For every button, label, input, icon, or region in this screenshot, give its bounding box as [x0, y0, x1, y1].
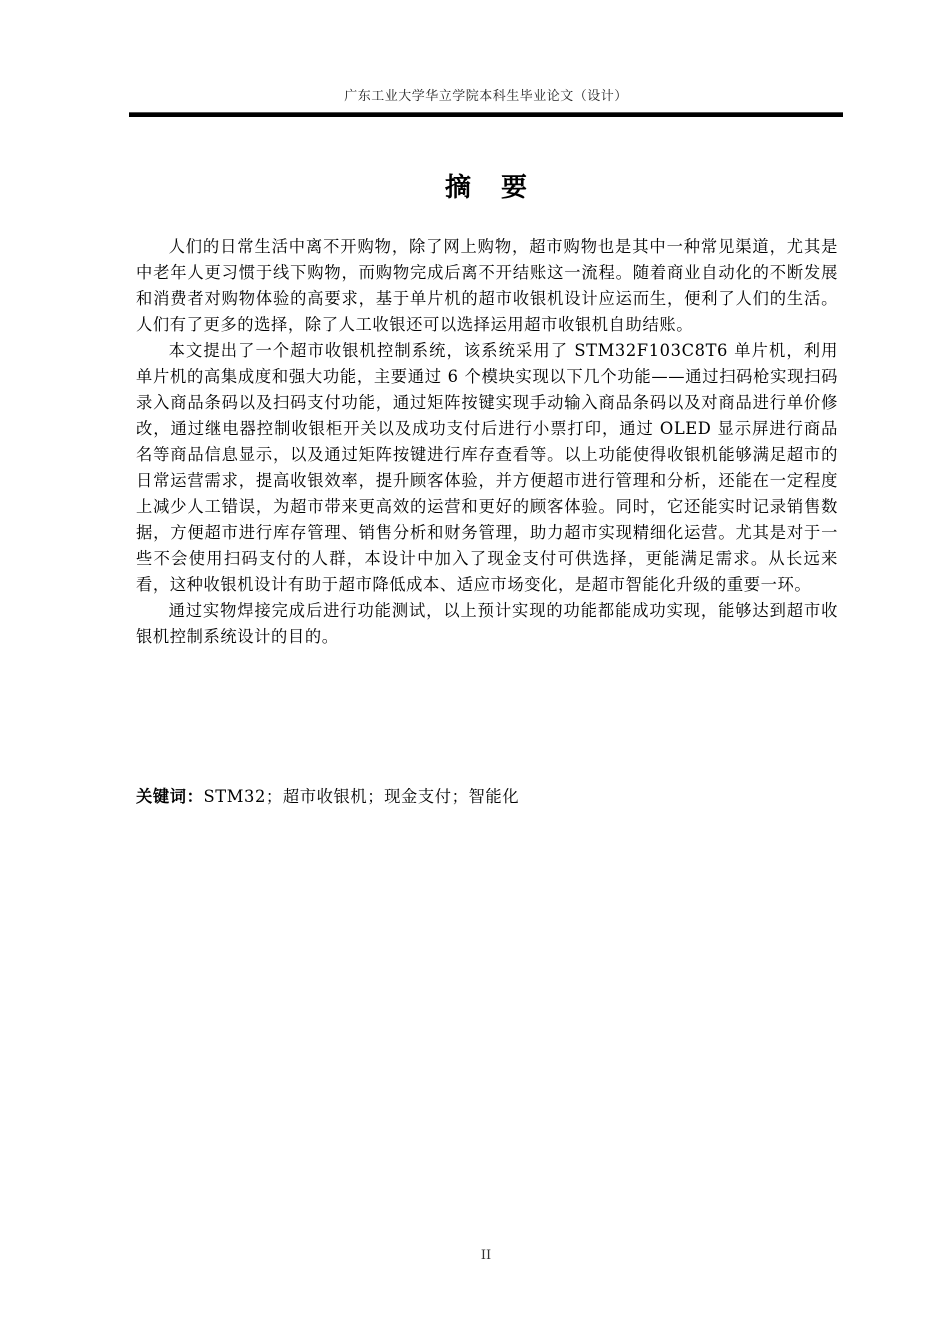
keywords-label: 关键词：: [136, 787, 204, 806]
page-number: II: [480, 1248, 492, 1263]
keywords-line: [136, 784, 838, 810]
running-header: 广东工业大学华立学院本科生毕业论文（设计）: [344, 89, 628, 104]
abstract-paragraph-2: 本文提出了一个超市收银机控制系统，该系统采用了 STM32F103C8T6 单片机，利用单片机的高集成度和强大功能，主要通过 6 个模块实现以下几个功能——通过扫码枪实现扫码录入商品条码以及扫码支付功能，通过矩阵按键实现手动输入商品条码以及对商品进行单价修改，通过继电器控制收银柜开关以及成功支付后进行小票打印，通过 OLED 显示屏进行商品名等商品信息显示，以及通过矩阵按键进行库存查看等。以上功能使得收银机能够满足超市的日常运营需求，提高收银效率，提升顾客体验，并方便超市进行管理和分析，还能在一定程度上减少人工错误，为超市带来更高效的运营和更好的顾客体验。同时，它还能实时记录销售数据，方便超市进行库存管理、销售分析和财务管理，助力超市实现精细化运营。尤其是对于一些不会使用扫码支付的人群，本设计中加入了现金支付可供选择，更能满足需求。从长远来看，这种收银机设计有助于超市降低成本、适应市场变化，是超市智能化升级的重要一环。: [136, 341, 838, 594]
abstract-paragraph-3: 通过实物焊接完成后进行功能测试，以上预计实现的功能都能成功实现，能够达到超市收银机控制系统设计的目的。: [136, 601, 838, 646]
abstract-title: 摘要: [444, 173, 557, 203]
keywords-text: STM32；超市收银机；现金支付；智能化: [203, 787, 520, 806]
abstract-paragraph-1: 人们的日常生活中离不开购物，除了网上购物，超市购物也是其中一种常见渠道，尤其是中老年人更习惯于线下购物，而购物完成后离不开结账这一流程。随着商业自动化的不断发展和消费者对购物体验的高要求，基于单片机的超市收银机设计应运而生，便利了人们的生活。人们有了更多的选择，除了人工收银还可以选择运用超市收银机自助结账。: [136, 237, 838, 334]
abstract-body: [136, 234, 838, 650]
header-rule: [129, 112, 843, 117]
